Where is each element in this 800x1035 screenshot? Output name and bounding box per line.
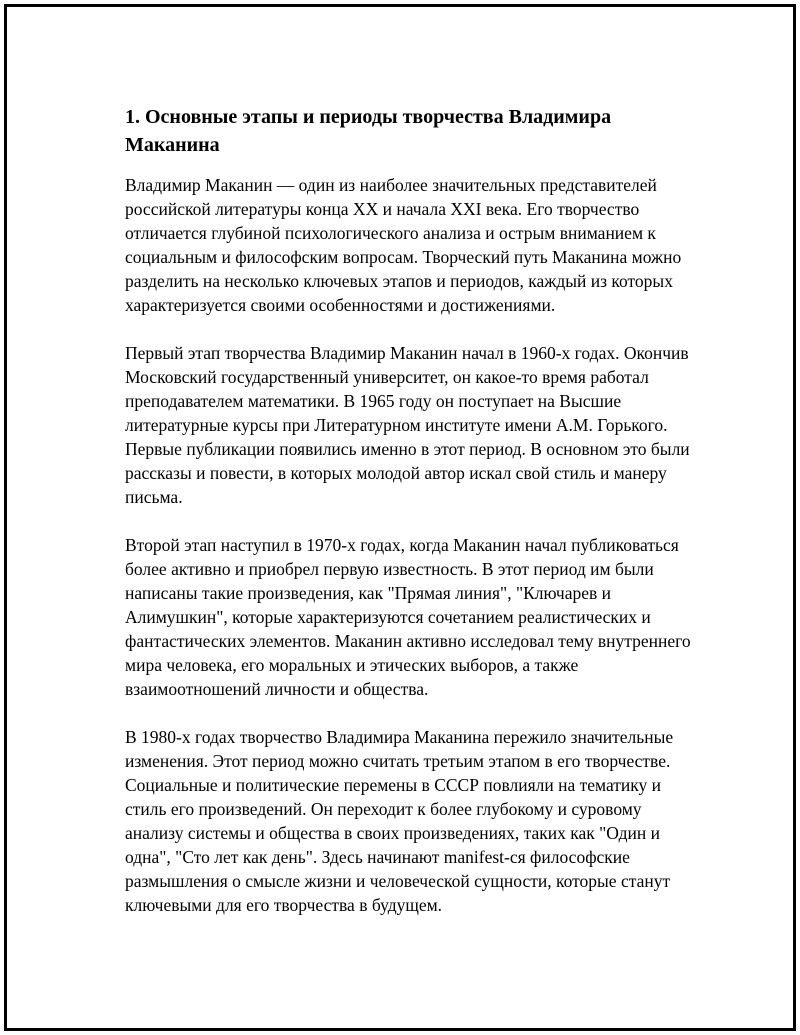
paragraph-intro: Владимир Маканин — один из наиболее значительных представителей российской литературы конца XX и начала XXI века. Его творчество отличается глубиной психологического анализа и острым вниманием к социальным и философским вопросам. Творческий путь Маканина можно разделить на несколько ключевых этапов и периодов, каждый из которых характеризуется своими особенностями и достижениями. bbox=[125, 175, 682, 315]
paragraph-second-stage: Второй этап наступил в 1970-х годах, когда Маканин начал публиковаться более активно и приобрел первую известность. В этот период им были написаны такие произведения, как "Прямая линия", "Ключарев и Алимушкин", которые характеризуются сочетанием реалистических и фантастических элементов. Маканин активно исследовал тему внутреннего мира человека, его моральных и этических выборов, а также взаимоотношений личности и общества. bbox=[125, 535, 691, 699]
document-body bbox=[125, 103, 701, 941]
paragraph-first-stage: Первый этап творчества Владимир Маканин начал в 1960-х годах. Окончив Московский государственный университет, он какое-то время работал преподавателем математики. В 1965 году он поступает на Высшие литературные курсы при Литературном институте имени А.М. Горького. Первые публикации появились именно в этот период. В основном это были рассказы и повести, в которых молодой автор искал свой стиль и манеру письма. bbox=[125, 343, 690, 507]
paragraph-third-stage: В 1980-х годах творчество Владимира Маканина пережило значительные изменения. Этот период можно считать третьим этапом в его творчестве. Социальные и политические перемены в СССР повлияли на тематику и стиль его произведений. Он переходит к более глубокому и суровому анализу системы и общества в своих произведениях, таких как "Один и одна", "Сто лет как день". Здесь начинают manifest-ся философские размышления о смысле жизни и человеческой сущности, которые станут ключевыми для его творчества в будущем. bbox=[125, 727, 674, 915]
page-frame bbox=[4, 4, 796, 1031]
section-heading: 1. Основные этапы и периоды творчества Владимира Маканина bbox=[125, 106, 612, 156]
